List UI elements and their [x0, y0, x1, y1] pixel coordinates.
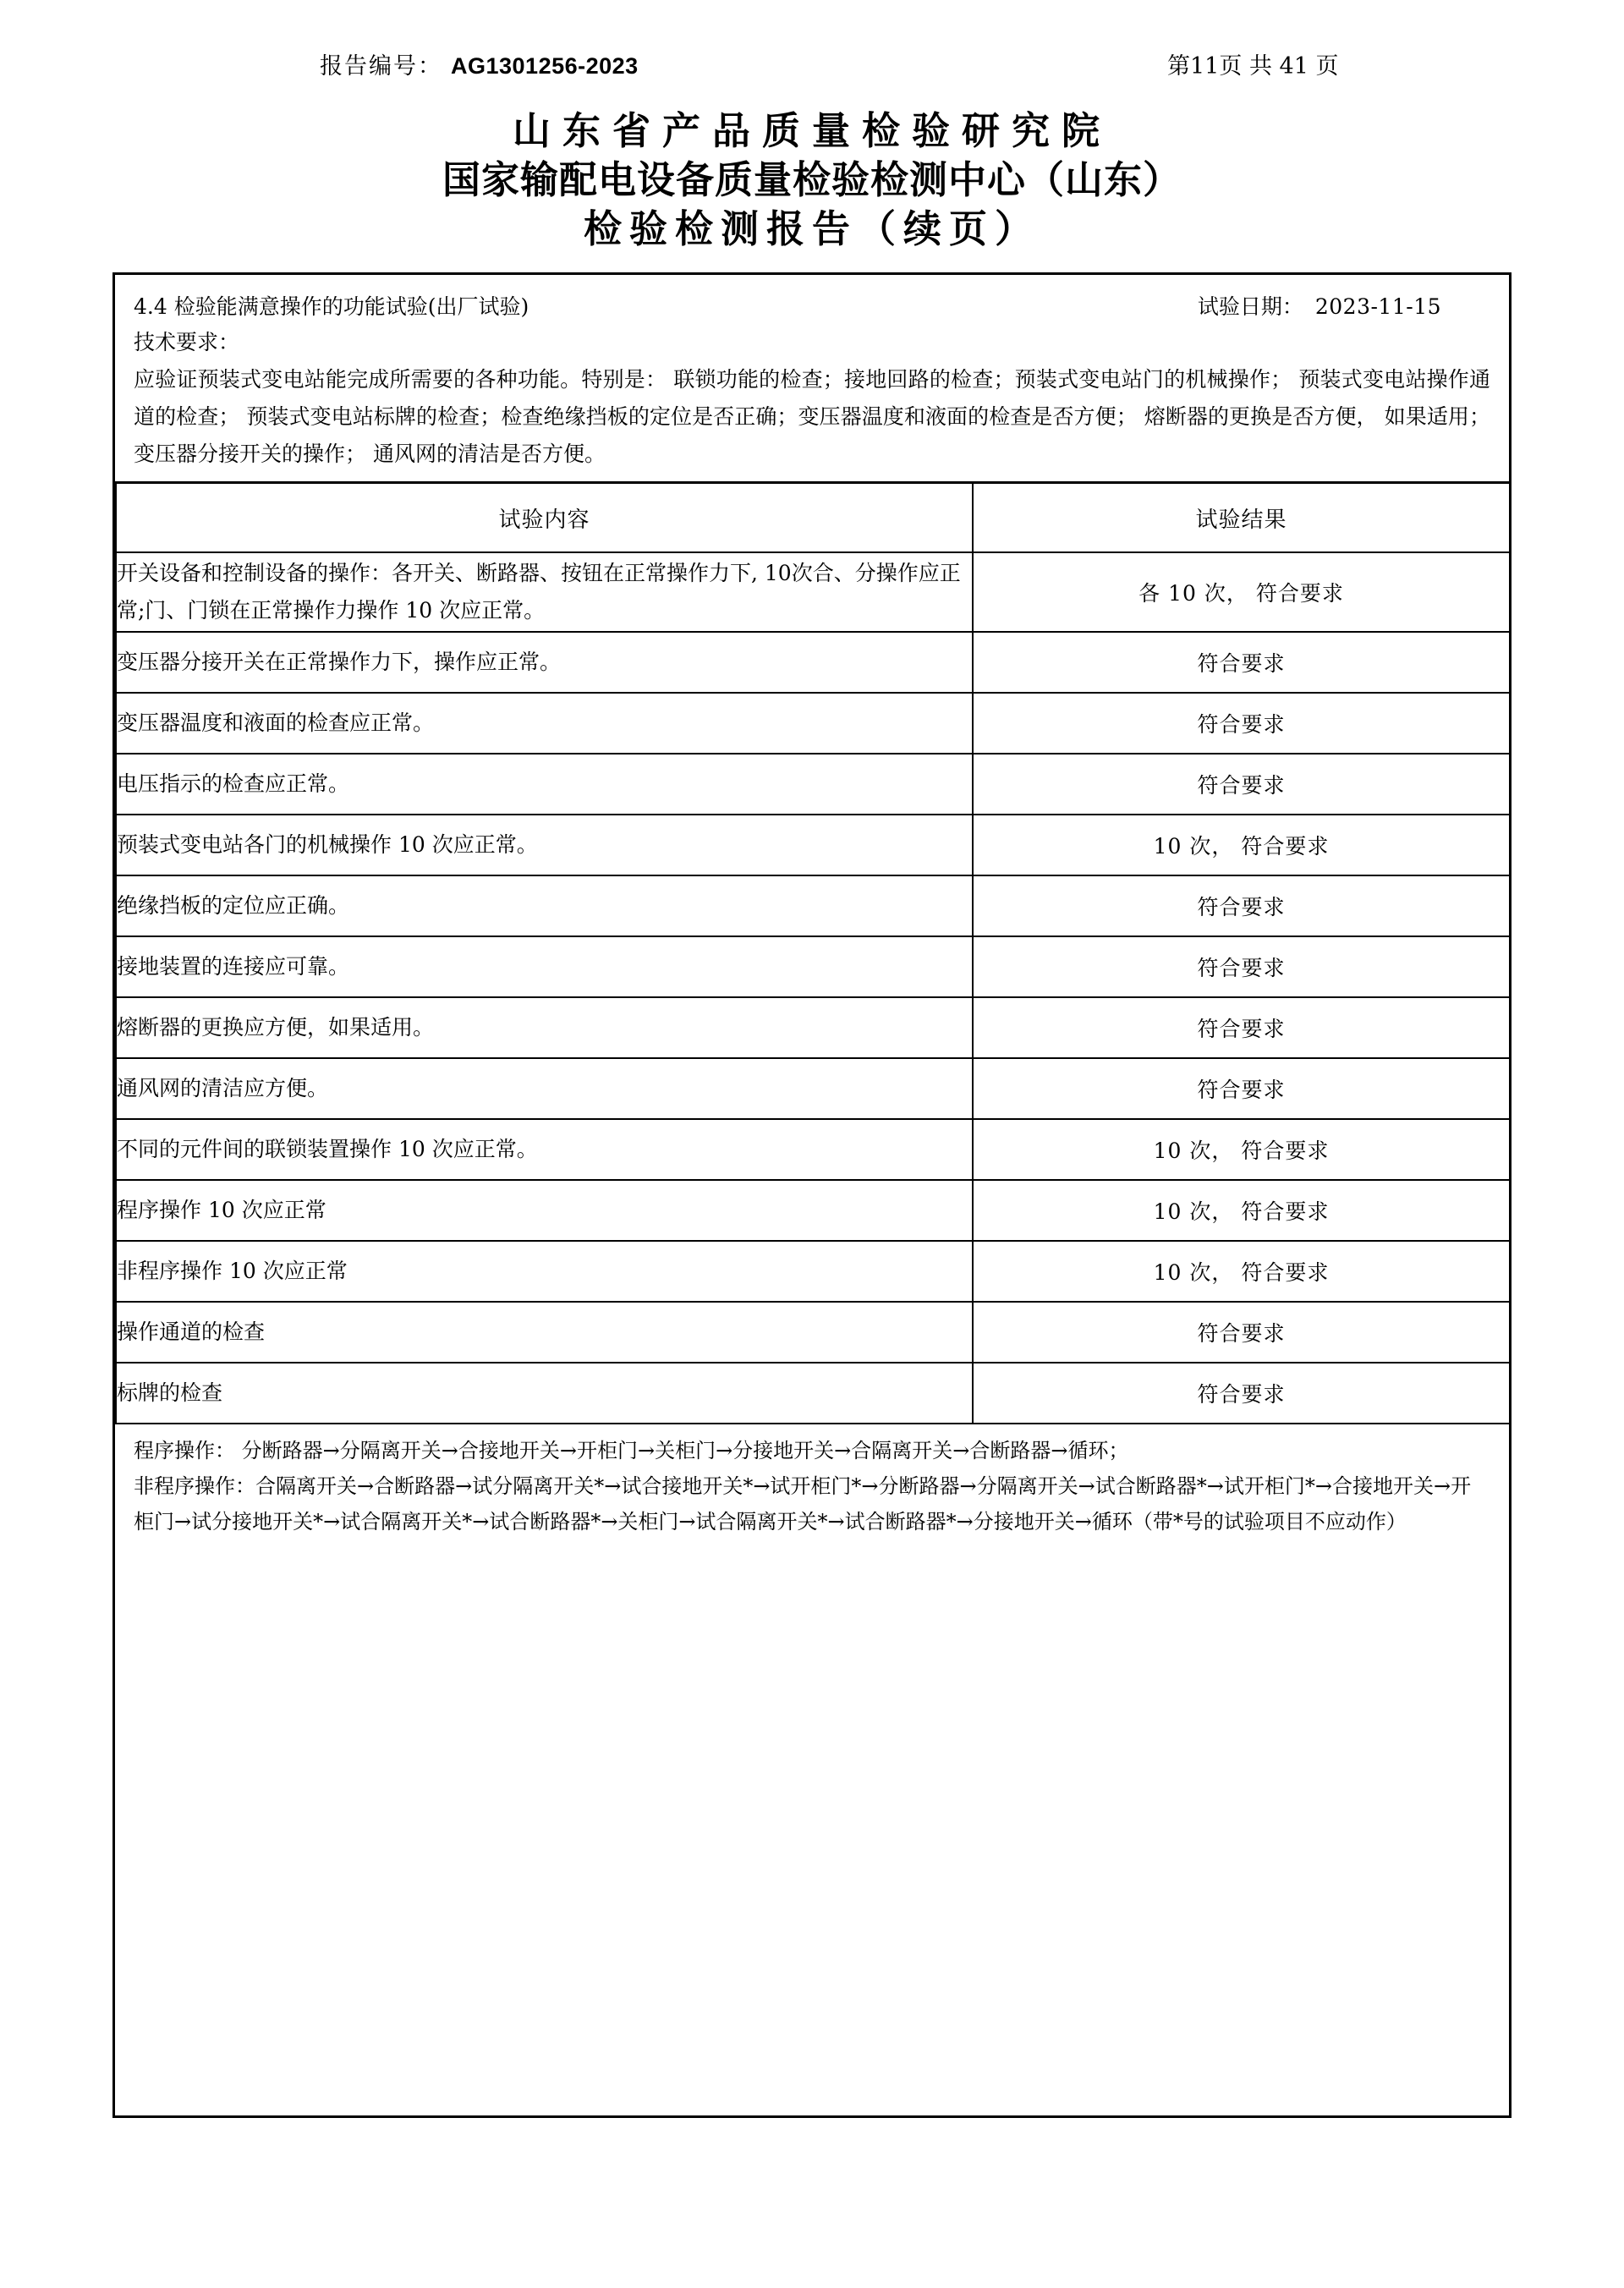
- table-header-row: [116, 483, 1510, 553]
- test-result-cell: 符合要求: [973, 936, 1510, 997]
- table-head: [116, 483, 1510, 553]
- report-title: 检验检测报告（续页）: [583, 206, 1040, 251]
- table-row: [116, 1363, 1510, 1424]
- test-result-cell: 符合要求: [973, 1302, 1510, 1363]
- test-date-label: 试验日期：: [1197, 294, 1303, 319]
- procedure-note-text: 分断路器→分隔离开关→合接地开关→开柜门→关柜门→分接地开关→合隔离开关→合断路器→循环；: [235, 1439, 1129, 1462]
- table-row: [116, 632, 1510, 693]
- table-row: [116, 1241, 1510, 1302]
- test-result-cell: 符合要求: [973, 693, 1510, 754]
- test-result-cell: 10 次， 符合要求: [973, 1119, 1510, 1180]
- test-result-cell: 10 次， 符合要求: [973, 815, 1510, 875]
- test-result-cell: 符合要求: [973, 632, 1510, 693]
- table-row: [116, 936, 1510, 997]
- intro-block: [115, 275, 1509, 481]
- institute-title: 山东省产品质量检验研究院: [512, 108, 1111, 153]
- page-header: [0, 47, 1624, 85]
- procedure-note: [134, 1433, 1490, 1468]
- report-number: [320, 47, 639, 80]
- test-content-cell: 非程序操作 10 次应正常: [116, 1241, 973, 1302]
- test-content-cell: 电压指示的检查应正常。: [116, 754, 973, 815]
- nonprocedure-note: [134, 1468, 1490, 1539]
- document-titles: [0, 107, 1624, 254]
- test-result-cell: 符合要求: [973, 997, 1510, 1058]
- test-content-cell: 操作通道的检查: [116, 1302, 973, 1363]
- table-row: [116, 1119, 1510, 1180]
- table-row: [116, 997, 1510, 1058]
- test-content-cell: 绝缘挡板的定位应正确。: [116, 875, 973, 936]
- page-indicator: 第11页 共 41 页: [1167, 53, 1339, 80]
- test-result-cell: 符合要求: [973, 1058, 1510, 1119]
- test-result-cell: 10 次， 符合要求: [973, 1180, 1510, 1241]
- column-header-content: 试验内容: [116, 483, 973, 553]
- test-content-cell: 开关设备和控制设备的操作：各开关、断路器、按钮在正常操作力下, 10次合、分操作应正常;门、门锁在正常操作力操作 10 次应正常。: [116, 552, 973, 632]
- table-row: [116, 754, 1510, 815]
- report-number-value: AG1301256-2023: [451, 53, 639, 79]
- table-row: [116, 875, 1510, 936]
- test-content-cell: 变压器分接开关在正常操作力下，操作应正常。: [116, 632, 973, 693]
- nonprocedure-note-text: 合隔离开关→合断路器→试分隔离开关*→试合接地开关*→试开柜门*→分断路器→分隔离开关→试合断路器*→试开柜门*→合接地开关→开柜门→试分接地开关*→试合隔离开关*→试合断路器*→关柜门→试合隔离开关*→试合断路器*→分接地开关→循环（带*号的试验项目不应动作）: [134, 1474, 1472, 1534]
- test-result-cell: 各 10 次， 符合要求: [973, 552, 1510, 632]
- section-title: 4.4 检验能满意操作的功能试验(出厂试验): [134, 294, 529, 319]
- test-date-value: 2023-11-15: [1314, 294, 1441, 319]
- test-content-cell: 预装式变电站各门的机械操作 10 次应正常。: [116, 815, 973, 875]
- requirement-body: 应验证预装式变电站能完成所需要的各种功能。特别是： 联锁功能的检查；接地回路的检查；预装式变电站门的机械操作； 预装式变电站操作通道的检查； 预装式变电站标牌的检查；检查绝缘挡板的定位是否正确；变压器温度和液面的检查是否方便； 熔断器的更换是否方便， 如果适用； 变压器分接开关的操作； 通风网的清洁是否方便。: [134, 367, 1490, 466]
- report-number-label: 报告编号：: [320, 53, 442, 80]
- intro-header-line: [134, 290, 1490, 324]
- table-row: [116, 1302, 1510, 1363]
- nonprocedure-note-label: 非程序操作：: [134, 1474, 255, 1498]
- table-row: [116, 693, 1510, 754]
- test-result-cell: 符合要求: [973, 754, 1510, 815]
- test-results-table: [115, 481, 1511, 1424]
- procedure-note-label: 程序操作：: [134, 1439, 235, 1462]
- notes-block: [115, 1424, 1509, 1553]
- test-result-cell: 符合要求: [973, 875, 1510, 936]
- test-content-cell: 程序操作 10 次应正常: [116, 1180, 973, 1241]
- test-content-cell: 标牌的检查: [116, 1363, 973, 1424]
- table-row: [116, 815, 1510, 875]
- table-body: [116, 552, 1510, 1424]
- requirement-label: 技术要求：: [134, 330, 240, 354]
- table-row: [116, 1058, 1510, 1119]
- center-title: 国家输配电设备质量检验检测中心（山东）: [442, 157, 1182, 202]
- test-date: [1198, 290, 1441, 324]
- test-result-cell: 符合要求: [973, 1363, 1510, 1424]
- test-content-cell: 变压器温度和液面的检查应正常。: [116, 693, 973, 754]
- test-content-cell: 不同的元件间的联锁装置操作 10 次应正常。: [116, 1119, 973, 1180]
- test-result-cell: 10 次， 符合要求: [973, 1241, 1510, 1302]
- report-frame: [112, 272, 1512, 2118]
- test-content-cell: 通风网的清洁应方便。: [116, 1058, 973, 1119]
- test-content-cell: 熔断器的更换应方便，如果适用。: [116, 997, 973, 1058]
- test-content-cell: 接地装置的连接应可靠。: [116, 936, 973, 997]
- table-row: [116, 552, 1510, 632]
- column-header-result: 试验结果: [973, 483, 1510, 553]
- table-row: [116, 1180, 1510, 1241]
